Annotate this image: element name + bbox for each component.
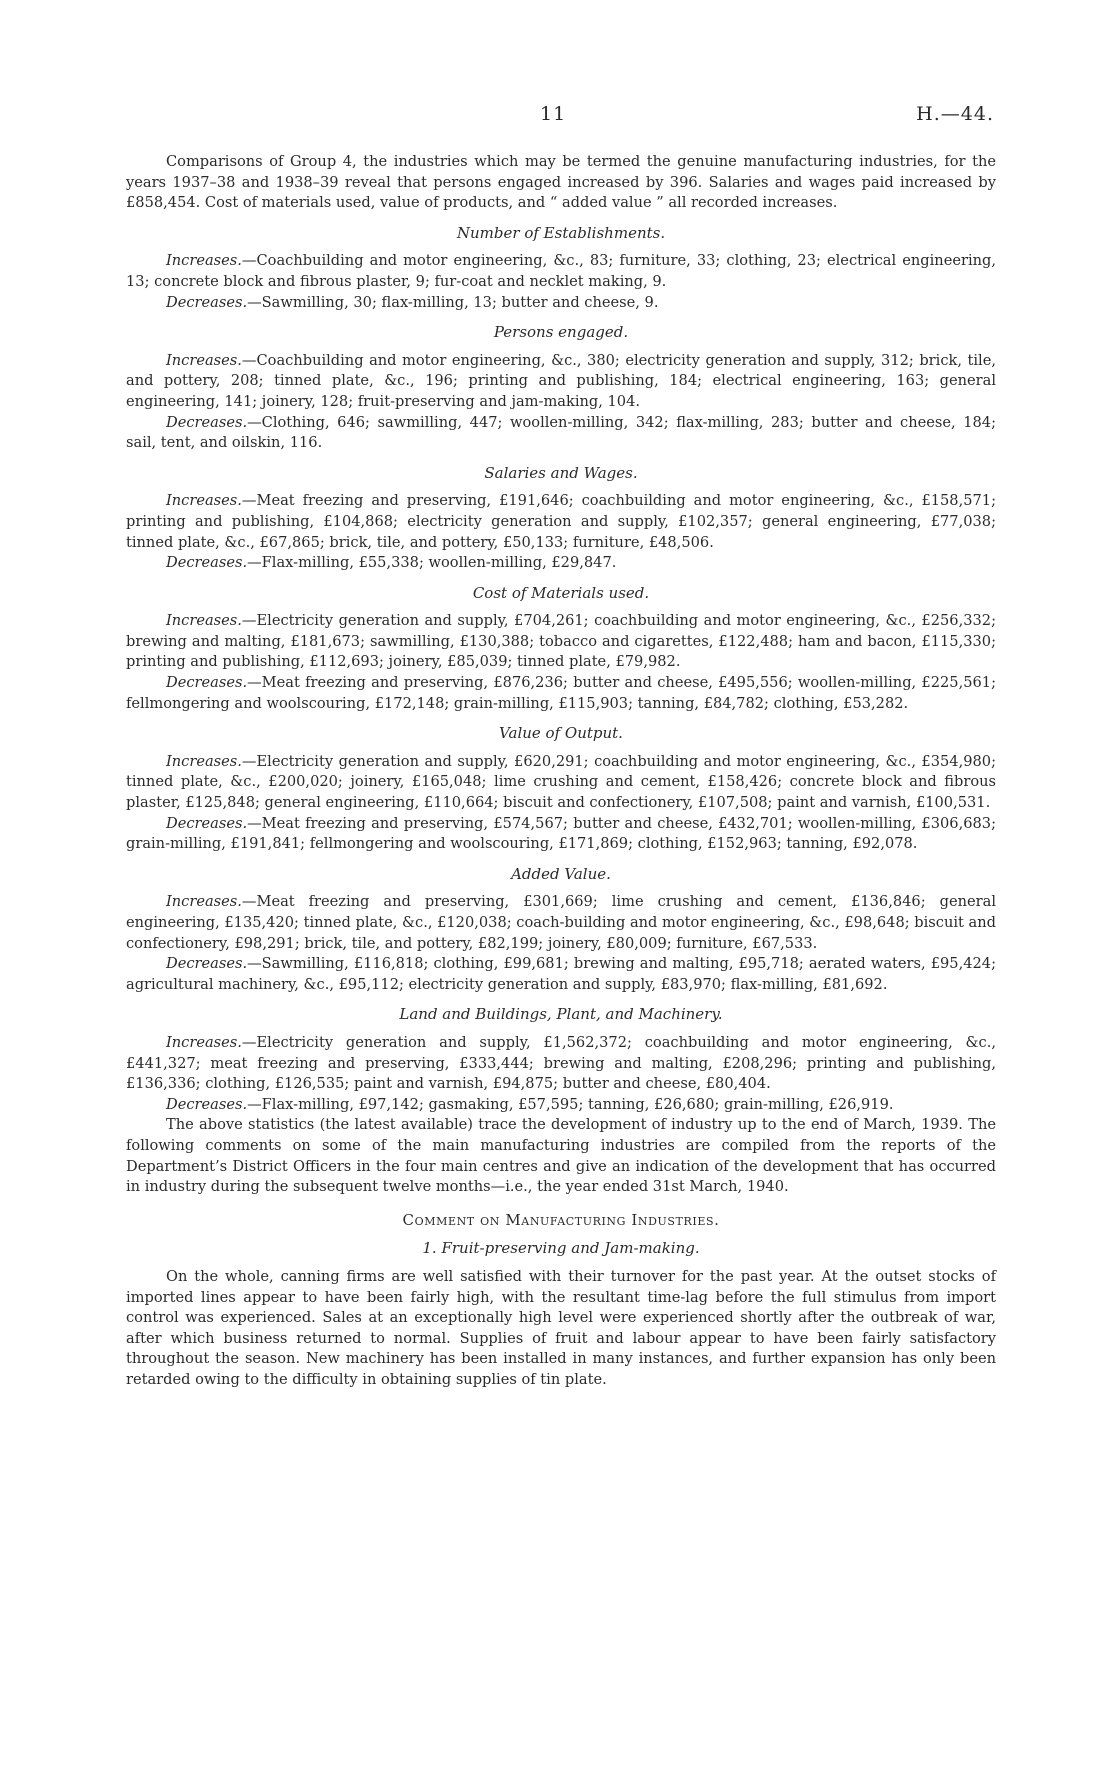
decreases-text: —Clothing, 646; sawmilling, 447; woollen-milling, 342; flax-milling, 283; butter and cheese, 184; sail, tent, and oilskin, 116. xyxy=(126,413,996,452)
increases-label: Increases. xyxy=(166,1033,242,1051)
page-body xyxy=(126,152,996,1390)
decreases-label: Decreases. xyxy=(166,955,248,973)
decreases-entry xyxy=(126,413,996,454)
decreases-text: —Sawmilling, 30; flax-milling, 13; butter and cheese, 9. xyxy=(247,293,659,311)
section-persons-engaged xyxy=(126,322,996,454)
increases-entry xyxy=(126,752,996,814)
increases-label: Increases. xyxy=(166,492,242,510)
increases-label: Increases. xyxy=(166,351,242,369)
increases-entry xyxy=(126,1033,996,1095)
decreases-label: Decreases. xyxy=(166,1095,248,1113)
section-heading: Salaries and Wages. xyxy=(484,463,638,482)
intro-paragraph: Comparisons of Group 4, the industries which may be termed the genuine manufacturing industries, for the years 1937–38 and 1938–39 reveal that persons engaged increased by 396. Salaries and wages paid increased by £858,454. Cost of materials used, value of products, and “ added value ” all recorded increases. xyxy=(126,153,996,212)
decreases-entry xyxy=(126,814,996,855)
decreases-label: Decreases. xyxy=(166,293,248,311)
increases-label: Increases. xyxy=(166,752,242,770)
decreases-text: —Meat freezing and preserving, £876,236; butter and cheese, £495,556; woollen-milling, £225,561; fellmongering and woolscouring, £172,148; grain-milling, £115,903; tanning, £84,782; clothing, £53,282. xyxy=(126,674,996,712)
subsection-heading: 1. Fruit-preserving and Jam-making. xyxy=(422,1239,700,1258)
decreases-text: —Meat freezing and preserving, £574,567; butter and cheese, £432,701; woollen-milling, £306,683; grain-milling, £191,841; fellmongering and woolscouring, £171,869; clothing, £152,963; tanning, £92,078. xyxy=(126,814,996,853)
section-value-of-output xyxy=(126,723,996,855)
increases-label: Increases. xyxy=(166,612,242,630)
increases-text: —Meat freezing and preserving, £301,669; lime crushing and cement, £136,846; general engineering, £135,420; tinned plate, &c., £120,038; coach-building and motor engineering, &c., £98,648; biscuit and confectionery, £98,291; brick, tile, and pottery, £82,199; joinery, £80,009; furniture, £67,533. xyxy=(126,893,996,952)
section-salaries-and-wages xyxy=(126,463,996,574)
section-cost-of-materials xyxy=(126,583,996,715)
section-heading: Value of Output. xyxy=(499,724,623,743)
increases-text: —Electricity generation and supply, £620,291; coachbuilding and motor engineering, &c., £354,980; tinned plate, &c., £200,020; joinery, £165,048; lime crushing and cement, £158,426; concrete block and fibrous plaster, £125,848; general engineering, £110,664; biscuit and confectionery, £107,508; paint and varnish, £100,531. xyxy=(126,752,996,812)
decreases-entry xyxy=(126,673,996,714)
decreases-text: —Flax-milling, £55,338; woollen-milling, £29,847. xyxy=(247,554,617,572)
increases-text: —Coachbuilding and motor engineering, &c., 83; furniture, 33; clothing, 23; electrical engineering, 13; concrete block and fibrous plaster, 9; fur-coat and necklet making, 9. xyxy=(126,252,996,290)
section-heading: Number of Establishments. xyxy=(456,223,666,242)
increases-entry xyxy=(126,611,996,673)
decreases-entry xyxy=(126,293,996,314)
decreases-text: —Sawmilling, £116,818; clothing, £99,681; brewing and malting, £95,718; aerated waters, £95,424; agricultural machinery, &c., £95,112; electricity generation and supply, £83,970; flax-milling, £81,692. xyxy=(126,955,996,993)
section-heading: Land and Buildings, Plant, and Machinery. xyxy=(399,1005,723,1024)
increases-label: Increases. xyxy=(166,252,242,270)
increases-entry xyxy=(126,351,996,413)
decreases-entry xyxy=(126,553,996,574)
decreases-label: Decreases. xyxy=(166,674,248,692)
increases-label: Increases. xyxy=(166,893,242,911)
increases-entry xyxy=(126,251,996,292)
section-heading: Cost of Materials used. xyxy=(472,583,650,602)
comment-heading: Comment on Manufacturing Industries. xyxy=(402,1210,720,1229)
increases-entry xyxy=(126,892,996,954)
subsection-paragraph: On the whole, canning firms are well satisfied with their turnover for the past year. At the outset stocks of imported lines appear to have been fairly high, with the resultant time-lag before the full stimulus from import control was experienced. Sales at an exceptionally high level were experienced shortly after the outbreak of war, after which business returned to normal. Supplies of fruit and labour appear to have been fairly satisfactory throughout the season. New machinery has been installed in many instances, and further expansion has only been retarded owing to the difficulty in obtaining supplies of tin plate. xyxy=(126,1267,996,1388)
increases-text: —Electricity generation and supply, £704,261; coachbuilding and motor engineering, &c., £256,332; brewing and malting, £181,673; sawmilling, £130,388; tobacco and cigarettes, £122,488; ham and bacon, £115,330; printing and publishing, £112,693; joinery, £85,039; tinned plate, £79,982. xyxy=(126,612,996,671)
decreases-label: Decreases. xyxy=(166,814,248,832)
increases-entry xyxy=(126,491,996,553)
section-number-of-establishments xyxy=(126,223,996,313)
page-header xyxy=(0,103,1114,133)
document-reference: H.—44. xyxy=(916,103,994,125)
increases-text: —Meat freezing and preserving, £191,646; coachbuilding and motor engineering, &c., £158,571; printing and publishing, £104,868; electricity generation and supply, £102,357; general engineering, £77,038; tinned plate, &c., £67,865; brick, tile, and pottery, £50,133; furniture, £48,506. xyxy=(126,492,996,551)
increases-text: —Electricity generation and supply, £1,562,372; coachbuilding and motor engineering, &c., £441,327; meat freezing and preserving, £333,444; brewing and malting, £208,296; printing and publishing, £136,336; clothing, £126,535; paint and varnish, £94,875; butter and cheese, £80,404. xyxy=(126,1033,996,1093)
decreases-label: Decreases. xyxy=(166,413,248,431)
section-heading: Added Value. xyxy=(511,864,611,883)
section-land-buildings-plant xyxy=(126,1004,996,1115)
decreases-text: —Flax-milling, £97,142; gasmaking, £57,595; tanning, £26,680; grain-milling, £26,919. xyxy=(247,1095,894,1113)
section-added-value xyxy=(126,864,996,996)
page-number: 11 xyxy=(540,103,567,125)
decreases-label: Decreases. xyxy=(166,554,248,572)
section-heading: Persons engaged. xyxy=(493,323,629,342)
increases-text: —Coachbuilding and motor engineering, &c., 380; electricity generation and supply, 312; brick, tile, and pottery, 208; tinned plate, &c., 196; printing and publishing, 184; electrical engineering, 163; general engineering, 141; joinery, 128; fruit-preserving and jam-making, 104. xyxy=(126,351,996,410)
decreases-entry xyxy=(126,1095,996,1116)
decreases-entry xyxy=(126,954,996,995)
closing-paragraph: The above statistics (the latest available) trace the development of industry up to the end of March, 1939. The following comments on some of the main manufacturing industries are compiled from the reports of the Department’s District Officers in the four main centres and give an indication of the development that has occurred in industry during the subsequent twelve months—i.e., the year ended 31st March, 1940. xyxy=(126,1116,996,1196)
